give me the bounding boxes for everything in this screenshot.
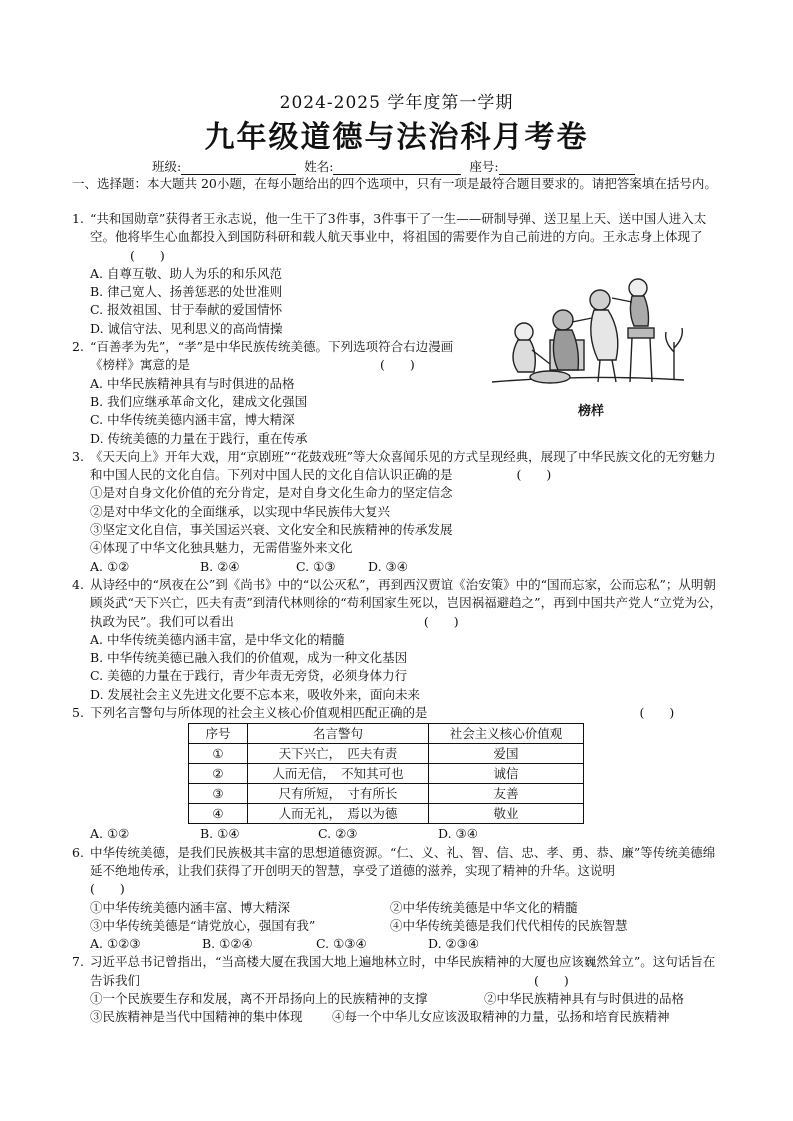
answer-paren[interactable]: ( ) (534, 972, 569, 988)
option-b[interactable]: B. 中华传统美德已融入我们的价值观，成为一种文化基因 (90, 650, 408, 666)
question-number: 5. (72, 705, 84, 721)
table-cell: 人而无礼， 焉以为德 (248, 804, 429, 824)
question-stem: “共和国勋章”获得者王永志说，他一生干了3件事，3件事干了一生——研制导弹、送卫星上天、送中国人进入太空。他将毕生心血都投入到国防科研和载人航天事业中，将祖国的需要作为自己前进的方向。王永志身上体现了 (90, 211, 707, 245)
table-cell: 友善 (429, 784, 584, 804)
seat-label: 座号: (469, 159, 499, 174)
answer-paren[interactable]: ( ) (639, 705, 675, 721)
question-stem: 从诗经中的“夙夜在公”到《尚书》中的“以公灭私”，再到西汉贾谊《治安策》中的“国而忘家，公而忘私”；从明朝顾炎武“天下兴亡，匹夫有责”到清代林则徐的“苟利国家生死以，岂因祸福避趋之”，再到中国共产党人“立党为公，执政为民”。我们可以看出 (90, 576, 722, 629)
values-table (188, 723, 584, 824)
statement-4: ④体现了中华文化独具魅力，无需借鉴外来文化 (90, 540, 353, 556)
table-cell: 诚信 (429, 764, 584, 784)
choice-d[interactable]: D. ③④ (368, 558, 408, 574)
table-header-row (189, 724, 584, 744)
answer-paren[interactable]: ( ) (516, 467, 552, 483)
statement-2: ②中华民族精神具有与时俱进的品格 (484, 990, 685, 1006)
question-number: 2. (72, 339, 84, 355)
statement-4: ④每一个中华儿女应该汲取精神的力量，弘扬和培育民族精神 (332, 1009, 670, 1025)
question-stem: 下列名言警句与所体现的社会主义核心价值观相匹配正确的是 (90, 705, 428, 721)
seat-field[interactable] (499, 162, 635, 175)
question-3 (72, 448, 722, 485)
table-cell: ② (189, 764, 248, 784)
question-stem: 《天天向上》开年大戏，用“京剧班”“花鼓戏班”等大众喜闻乐见的方式呈现经典，展现了中华民族文化的无穷魅力和中国人民的文化自信。下列对中国人民的文化自信认识正确的是 (90, 448, 716, 483)
answer-paren[interactable]: ( ) (130, 247, 165, 263)
option-b[interactable]: B. 我们应继承革命文化，建成文化强国 (90, 393, 308, 409)
question-number: 1. (72, 211, 84, 226)
table-header: 序号 (189, 724, 248, 744)
table-cell: 天下兴亡， 匹夫有责 (248, 744, 429, 764)
option-a[interactable]: A. 中华传统美德内涵丰富，是中华文化的精髓 (90, 631, 345, 647)
option-c[interactable]: C. 报效祖国、甘于奉献的爱国情怀 (90, 302, 283, 318)
table-cell: ③ (189, 784, 248, 804)
choice-a[interactable]: A. ①② (90, 558, 130, 574)
question-1 (72, 210, 722, 265)
question-2 (72, 338, 722, 375)
choice-row (72, 558, 722, 576)
cartoon-caption: 榜样 (578, 404, 605, 419)
statement-2: ②中华传统美德是中华文化的精髓 (390, 899, 578, 915)
table-row (189, 764, 584, 784)
choice-b[interactable]: B. ①②④ (202, 936, 253, 952)
question-number: 7. (72, 954, 84, 970)
choice-d[interactable]: D. ②③④ (428, 936, 480, 952)
question-number: 6. (72, 844, 84, 860)
answer-paren[interactable]: ( ) (90, 881, 125, 897)
question-4 (72, 576, 722, 631)
statement-3: ③坚定文化自信，事关国运兴衰、文化安全和民族精神的传承发展 (90, 522, 453, 538)
statement-row (72, 990, 722, 1008)
statement-row (72, 899, 722, 917)
answer-paren[interactable]: ( ) (423, 613, 459, 629)
question-stem: 中华传统美德，是我们民族极其丰富的思想道德资源。“仁、义、礼、智、信、忠、孝、勇、恭、廉”等传统美德绵延不绝地传承，让我们获得了开创明天的智慧，享受了道德的滋养，实现了精神的升华。这说明 (90, 844, 716, 878)
exam-title: 九年级道德与法治科月考卷 (204, 120, 589, 155)
choice-b[interactable]: B. ②④ (200, 558, 240, 574)
question-list (72, 210, 722, 1027)
question-number: 4. (72, 576, 84, 592)
choice-c[interactable]: C. ①③ (296, 558, 336, 574)
table-row (189, 804, 584, 824)
student-info-line (152, 157, 639, 175)
statement-row (72, 1008, 722, 1026)
question-5 (72, 704, 722, 722)
option-d[interactable]: D. 诚信守法、见利思义的高尚情操 (90, 320, 283, 336)
question-number: 3. (72, 448, 84, 464)
option-a[interactable]: A. 中华民族精神具有与时俱进的品格 (90, 375, 295, 391)
statement-1: ①是对自身文化价值的充分肯定，是对自身文化生命力的坚定信念 (90, 485, 453, 501)
question-stem: 习近平总书记曾指出，“当高楼大厦在我国大地上遍地林立时，中华民族精神的大厦也应该巍然耸立”。这句话旨在告诉我们 (90, 954, 716, 988)
table-cell: 敬业 (429, 804, 584, 824)
option-a[interactable]: A. 自尊互敬、助人为乐的和乐风范 (90, 265, 282, 281)
table-header: 名言警句 (248, 724, 429, 744)
statement-2: ②是对中华文化的全面继承，以实现中华民族伟大复兴 (90, 503, 391, 519)
choice-d[interactable]: D. ③④ (438, 826, 478, 842)
table-cell: ① (189, 744, 248, 764)
choice-a[interactable]: A. ①②③ (90, 936, 141, 952)
statement-3: ③中华传统美德是“请党放心，强国有我” (90, 917, 316, 933)
table-cell: ④ (189, 804, 248, 824)
option-d[interactable]: D. 传统美德的力量在于践行，重在传承 (90, 430, 308, 446)
choice-c[interactable]: C. ①③④ (316, 936, 367, 952)
statement-4: ④中华传统美德是我们代代相传的民族智慧 (390, 917, 628, 933)
class-field[interactable] (181, 162, 296, 175)
section-heading: 一、选择题：本大题共 20小题，在每小题给出的四个选项中，只有一项是最符合题目要求的。请把答案填在括号内。 (72, 176, 717, 191)
question-stem-line1: “百善孝为先”，“孝”是中华民族传统美德。下列选项符合右边漫画 (90, 339, 454, 355)
table-cell: 人而无信， 不知其可也 (248, 764, 429, 784)
table-cell: 爱国 (429, 744, 584, 764)
option-d[interactable]: D. 发展社会主义先进文化要不忘本来，吸收外来，面向未来 (90, 686, 421, 702)
table-row (189, 744, 584, 764)
statement-1: ①中华传统美德内涵丰富、博大精深 (90, 899, 291, 915)
name-label: 姓名: (304, 159, 334, 174)
statement-row (72, 917, 722, 935)
option-c[interactable]: C. 中华传统美德内涵丰富，博大精深 (90, 412, 295, 428)
choice-row (72, 825, 722, 843)
class-label: 班级: (152, 159, 182, 174)
name-field[interactable] (333, 162, 461, 175)
answer-paren[interactable]: ( ) (380, 357, 415, 373)
choice-b[interactable]: B. ①④ (200, 826, 240, 842)
choice-a[interactable]: A. ①② (90, 826, 130, 842)
statement-3: ③民族精神是当代中国精神的集中体现 (90, 1009, 303, 1025)
question-stem-line2: 《榜样》寓意的是 (90, 357, 191, 373)
table-row (189, 784, 584, 804)
table-cell: 尺有所短， 寸有所长 (248, 784, 429, 804)
exam-term: 2024-2025 学年度第一学期 (279, 93, 514, 113)
choice-c[interactable]: C. ②③ (318, 826, 358, 842)
table-header: 社会主义核心价值观 (429, 724, 584, 744)
option-c[interactable]: C. 美德的力量在于践行，青少年责无旁贷，必须身体力行 (90, 668, 408, 684)
statement-1: ①一个民族要生存和发展，离不开昂扬向上的民族精神的支撑 (90, 990, 428, 1006)
question-7 (72, 953, 722, 990)
option-b[interactable]: B. 律己宽人、扬善惩恶的处世准则 (90, 284, 283, 300)
choice-row (72, 935, 722, 953)
question-6 (72, 844, 722, 899)
